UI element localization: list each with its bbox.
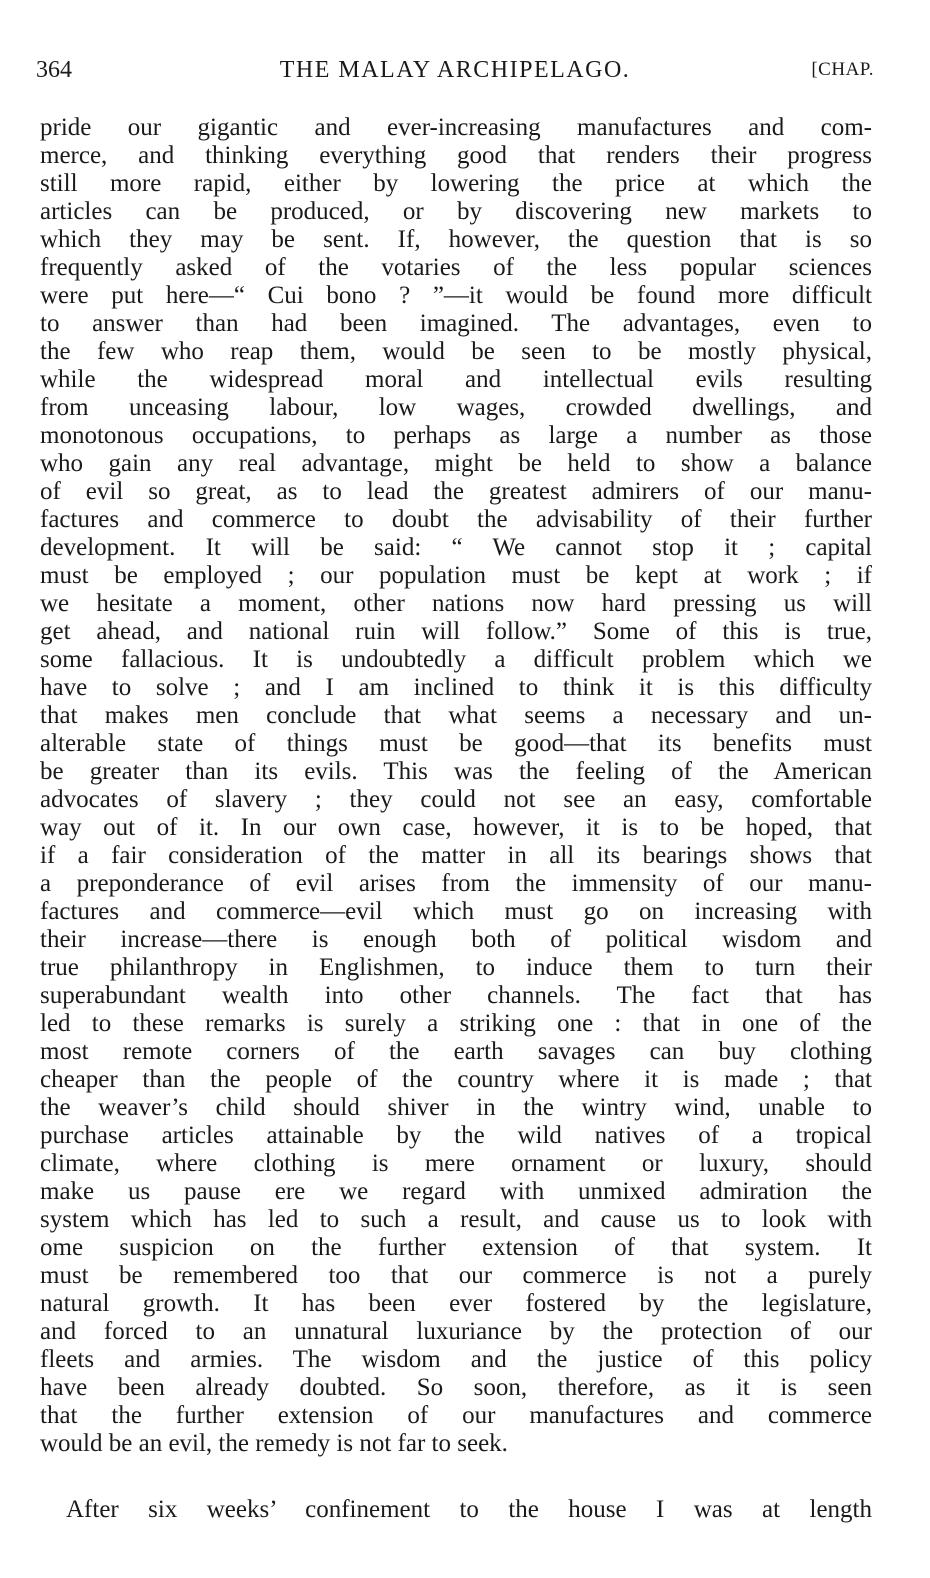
text-line: After six weeks’ confinement to the house I was at length [66,1496,872,1523]
text-line: which they may be sent. If, however, the question that is so [40,226,872,253]
text-line: that makes men conclude that what seems a necessary and un- [40,702,872,729]
text-line: alterable state of things must be good—that its benefits must [40,730,872,757]
text-line: would be an evil, the remedy is not far to seek. [40,1430,508,1457]
text-line: system which has led to such a result, and cause us to look with [40,1206,872,1233]
text-line: articles can be produced, or by discovering new markets to [40,198,872,225]
text-line: have been already doubted. So soon, therefore, as it is seen [40,1374,872,1401]
text-line: way out of it. In our own case, however, it is to be hoped, that [40,814,872,841]
text-line: that the further extension of our manufactures and commerce [40,1402,872,1429]
text-line: led to these remarks is surely a striking one : that in one of the [40,1010,872,1037]
running-head [36,52,874,88]
text-line: who gain any real advantage, might be held to show a balance [40,450,872,477]
chapter-label: [CHAP. [811,59,874,80]
book-title: THE MALAY ARCHIPELAGO. [279,57,631,83]
text-line: cheaper than the people of the country where it is made ; that [40,1066,872,1093]
text-line: purchase articles attainable by the wild natives of a tropical [40,1122,872,1149]
text-line: we hesitate a moment, other nations now hard pressing us will [40,590,872,617]
text-line: development. It will be said: “ We cannot stop it ; capital [40,534,872,561]
text-line: a preponderance of evil arises from the immensity of our manu- [40,870,872,897]
text-line: get ahead, and national ruin will follow.” Some of this is true, [40,618,872,645]
text-line: be greater than its evils. This was the feeling of the American [40,758,872,785]
text-line: some fallacious. It is undoubtedly a difficult problem which we [40,646,872,673]
text-line: must be employed ; our population must be kept at work ; if [40,562,872,589]
text-line: if a fair consideration of the matter in all its bearings shows that [40,842,872,869]
text-line: the weaver’s child should shiver in the wintry wind, unable to [40,1094,872,1121]
text-line: still more rapid, either by lowering the price at which the [40,170,872,197]
paragraph [40,114,872,1458]
text-line: have to solve ; and I am inclined to think it is this difficulty [40,674,872,701]
text-line: frequently asked of the votaries of the less popular sciences [40,254,872,281]
text-line: and forced to an unnatural luxuriance by the protection of our [40,1318,872,1345]
text-line: ome suspicion on the further extension of that system. It [40,1234,872,1261]
text-line: from unceasing labour, low wages, crowded dwellings, and [40,394,872,421]
body-text [40,114,872,1524]
text-line: of evil so great, as to lead the greatest admirers of our manu- [40,478,872,505]
text-line: monotonous occupations, to perhaps as large a number as those [40,422,872,449]
text-line: their increase—there is enough both of political wisdom and [40,926,872,953]
text-line: advocates of slavery ; they could not see an easy, comfortable [40,786,872,813]
text-line: to answer than had been imagined. The advantages, even to [40,310,872,337]
text-line: true philanthropy in Englishmen, to induce them to turn their [40,954,872,981]
text-line: pride our gigantic and ever-increasing manufactures and com- [40,114,872,141]
text-line: most remote corners of the earth savages can buy clothing [40,1038,872,1065]
text-line: while the widespread moral and intellectual evils resulting [40,366,872,393]
page-number: 364 [36,57,72,83]
text-line: superabundant wealth into other channels. The fact that has [40,982,872,1009]
text-line: the few who reap them, would be seen to be mostly physical, [40,338,872,365]
paragraph-gap [40,1458,872,1496]
text-line: were put here—“ Cui bono ? ”—it would be found more difficult [40,282,872,309]
text-line: fleets and armies. The wisdom and the justice of this policy [40,1346,872,1373]
text-line: factures and commerce to doubt the advisability of their further [40,506,872,533]
paragraph [40,1496,872,1524]
text-line: make us pause ere we regard with unmixed admiration the [40,1178,872,1205]
text-line: merce, and thinking everything good that renders their progress [40,142,872,169]
text-line: natural growth. It has been ever fostered by the legislature, [40,1290,872,1317]
text-line: climate, where clothing is mere ornament or luxury, should [40,1150,872,1177]
text-line: must be remembered too that our commerce is not a purely [40,1262,872,1289]
text-line: factures and commerce—evil which must go on increasing with [40,898,872,925]
